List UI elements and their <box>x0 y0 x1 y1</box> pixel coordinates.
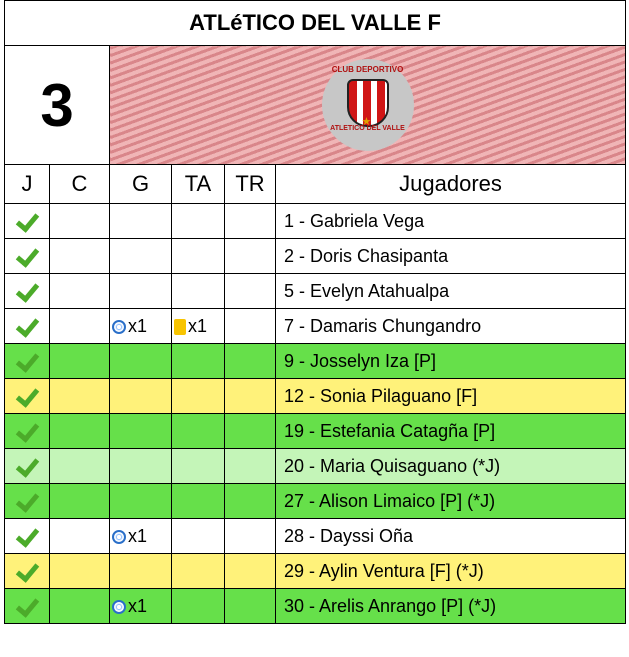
checkmark-icon <box>15 208 38 232</box>
played-cell <box>5 274 50 309</box>
goals-count: x1 <box>128 525 148 546</box>
yellow-cards-cell <box>172 414 225 449</box>
player-rows <box>5 204 626 624</box>
player-name: 30 - Arelis Anrango [P] (*J) <box>276 589 626 624</box>
goals-cell <box>110 449 172 484</box>
red-cards-cell <box>225 554 276 589</box>
red-cards-cell <box>225 449 276 484</box>
yellow-cards-cell <box>172 309 225 344</box>
team-banner <box>110 46 626 165</box>
player-name: 12 - Sonia Pilaguano [F] <box>276 379 626 414</box>
checkmark-icon <box>15 593 38 617</box>
captain-cell <box>50 274 110 309</box>
checkmark-icon <box>15 488 38 512</box>
player-name: 9 - Josselyn Iza [P] <box>276 344 626 379</box>
goals-cell <box>110 484 172 519</box>
yellow-cards-cell <box>172 484 225 519</box>
captain-cell <box>50 414 110 449</box>
player-name: 19 - Estefania Catagña [P] <box>276 414 626 449</box>
goals-cell <box>110 239 172 274</box>
player-row <box>5 554 626 589</box>
checkmark-icon <box>15 418 38 442</box>
player-row <box>5 344 626 379</box>
played-cell <box>5 344 50 379</box>
yellow-cards-count: x1 <box>188 315 208 336</box>
yellow-card-icon <box>174 319 186 335</box>
player-row <box>5 414 626 449</box>
red-cards-cell <box>225 589 276 624</box>
team-name: ATLéTICO DEL VALLE F <box>5 1 626 46</box>
captain-cell <box>50 554 110 589</box>
goals-cell <box>110 204 172 239</box>
header-played: J <box>5 165 50 204</box>
player-row <box>5 379 626 414</box>
crest-text-bottom: ATLETICO DEL VALLE <box>330 125 405 132</box>
checkmark-icon <box>15 523 38 547</box>
player-row <box>5 484 626 519</box>
played-cell <box>5 379 50 414</box>
yellow-cards-cell <box>172 204 225 239</box>
player-row <box>5 519 626 554</box>
player-name: 5 - Evelyn Atahualpa <box>276 274 626 309</box>
yellow-cards-cell <box>172 449 225 484</box>
yellow-cards-cell <box>172 554 225 589</box>
played-cell <box>5 519 50 554</box>
captain-cell <box>50 239 110 274</box>
captain-cell <box>50 589 110 624</box>
captain-cell <box>50 519 110 554</box>
captain-cell <box>50 344 110 379</box>
checkmark-icon <box>15 278 38 302</box>
player-name: 29 - Aylin Ventura [F] (*J) <box>276 554 626 589</box>
red-cards-cell <box>225 239 276 274</box>
yellow-cards-cell <box>172 239 225 274</box>
player-row <box>5 449 626 484</box>
star-icon: ★ <box>361 116 372 128</box>
yellow-cards-cell <box>172 379 225 414</box>
player-name: 27 - Alison Limaico [P] (*J) <box>276 484 626 519</box>
goals-cell <box>110 519 172 554</box>
goals-cell <box>110 554 172 589</box>
header-red-cards: TR <box>225 165 276 204</box>
red-cards-cell <box>225 379 276 414</box>
checkmark-icon <box>15 453 38 477</box>
yellow-cards-cell <box>172 589 225 624</box>
checkmark-icon <box>15 348 38 372</box>
player-row <box>5 274 626 309</box>
red-cards-cell <box>225 204 276 239</box>
player-name: 20 - Maria Quisaguano (*J) <box>276 449 626 484</box>
goals-cell <box>110 414 172 449</box>
player-name: 2 - Doris Chasipanta <box>276 239 626 274</box>
yellow-cards-cell <box>172 344 225 379</box>
header-yellow-cards: TA <box>172 165 225 204</box>
team-number: 3 <box>5 46 110 165</box>
crest-text-top: CLUB DEPORTIVO <box>331 65 404 74</box>
club-crest-icon <box>322 59 414 151</box>
yellow-cards-cell <box>172 519 225 554</box>
goals-cell <box>110 589 172 624</box>
player-row <box>5 204 626 239</box>
goals-cell <box>110 379 172 414</box>
captain-cell <box>50 309 110 344</box>
checkmark-icon <box>15 313 38 337</box>
played-cell <box>5 414 50 449</box>
player-name: 1 - Gabriela Vega <box>276 204 626 239</box>
played-cell <box>5 204 50 239</box>
goals-count: x1 <box>128 595 148 616</box>
soccer-ball-icon <box>112 530 126 544</box>
yellow-cards-cell <box>172 274 225 309</box>
played-cell <box>5 554 50 589</box>
player-name: 7 - Damaris Chungandro <box>276 309 626 344</box>
red-cards-cell <box>225 274 276 309</box>
goals-count: x1 <box>128 315 148 336</box>
header-captain: C <box>50 165 110 204</box>
red-cards-cell <box>225 309 276 344</box>
player-row <box>5 239 626 274</box>
red-cards-cell <box>225 414 276 449</box>
played-cell <box>5 309 50 344</box>
checkmark-icon <box>15 558 38 582</box>
checkmark-icon <box>15 383 38 407</box>
soccer-ball-icon <box>112 600 126 614</box>
goals-cell <box>110 274 172 309</box>
red-cards-cell <box>225 484 276 519</box>
played-cell <box>5 484 50 519</box>
player-row <box>5 589 626 624</box>
player-row <box>5 309 626 344</box>
soccer-ball-icon <box>112 320 126 334</box>
captain-cell <box>50 204 110 239</box>
played-cell <box>5 239 50 274</box>
captain-cell <box>50 379 110 414</box>
header-players: Jugadores <box>276 165 626 204</box>
red-cards-cell <box>225 519 276 554</box>
played-cell <box>5 449 50 484</box>
roster-table <box>4 0 626 624</box>
player-name: 28 - Dayssi Oña <box>276 519 626 554</box>
red-cards-cell <box>225 344 276 379</box>
checkmark-icon <box>15 243 38 267</box>
captain-cell <box>50 449 110 484</box>
goals-cell <box>110 309 172 344</box>
goals-cell <box>110 344 172 379</box>
played-cell <box>5 589 50 624</box>
header-goals: G <box>110 165 172 204</box>
captain-cell <box>50 484 110 519</box>
